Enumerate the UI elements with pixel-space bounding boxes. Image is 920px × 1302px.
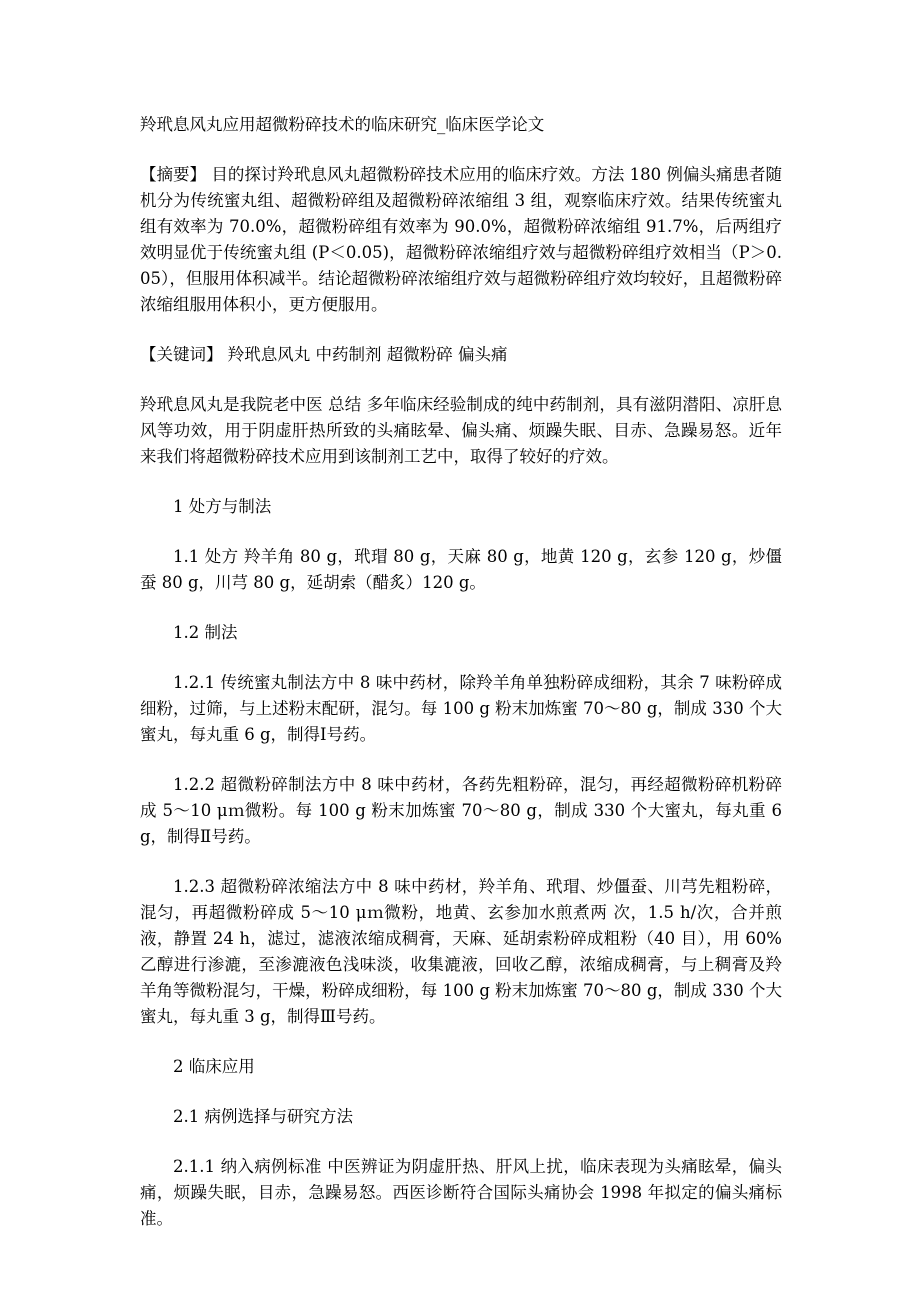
abstract-text: 目的探讨羚玳息风丸超微粉碎技术应用的临床疗效。方法 180 例偏头痛患者随机分为传统蜜丸组、超微粉碎组及超微粉碎浓缩组 3 组，观察临床疗效。结果传统蜜丸组有效率为 70.0%，超微粉碎组有效率为 90.0%，超微粉碎浓缩组 91.7%，后两组疗效明显优于传统蜜丸组 (P＜0.05)，超微粉碎浓缩组疗效与超微粉碎组疗效相当（P＞0.05），但服用体积减半。结论超微粉碎浓缩组疗效与超微粉碎组疗效均较好，且超微粉碎浓缩组服用体积小，更方便服用。: [140, 165, 783, 314]
section-1-2-2-ultrafine: 1.2.2 超微粉碎制法方中 8 味中药材，各药先粗粉碎，混匀，再经超微粉碎机粉碎成 5～10 μｍ微粉。每 100 g 粉末加炼蜜 70～80 g，制成 330 个大蜜丸，每丸重 6 g，制得Ⅱ号药。: [140, 775, 782, 846]
section-1-heading: 1 处方与制法: [173, 497, 272, 516]
section-1-2-1-traditional: 1.2.1 传统蜜丸制法方中 8 味中药材，除羚羊角单独粉碎成细粉，其余 7 味粉碎成细粉，过筛，与上述粉末配研，混匀。每 100 g 粉末加炼蜜 70～80 g，制成 330 个大蜜丸，每丸重 6 g，制得Ⅰ号药。: [140, 673, 782, 744]
keywords-label: 【关键词】: [140, 345, 223, 364]
section-1-2-heading: 1.2 制法: [173, 623, 238, 642]
abstract-label: 【摘要】: [140, 165, 207, 184]
section-2-1-1-inclusion: 2.1.1 纳入病例标准 中医辨证为阴虚肝热、肝风上扰，临床表现为头痛眩晕，偏头痛，烦躁失眠，目赤，急躁易怒。西医诊断符合国际头痛协会 1998 年拟定的偏头痛标准。: [140, 1157, 782, 1228]
section-2-heading: 2 临床应用: [173, 1057, 255, 1076]
document-title: 羚玳息风丸应用超微粉碎技术的临床研究_临床医学论文: [140, 115, 545, 134]
section-1-1-prescription: 1.1 处方 羚羊角 80 g，玳瑁 80 g，天麻 80 g，地黄 120 g，玄参 120 g，炒僵蚕 80 g，川芎 80 g，延胡索（醋炙）120 g。: [140, 547, 782, 592]
keywords-text: 羚玳息风丸 中药制剂 超微粉碎 偏头痛: [222, 345, 508, 364]
section-2-1-heading: 2.1 病例选择与研究方法: [173, 1107, 353, 1126]
keywords-paragraph: [140, 342, 782, 368]
section-1-2-3-concentrated: 1.2.3 超微粉碎浓缩法方中 8 味中药材，羚羊角、玳瑁、炒僵蚕、川芎先粗粉碎，混匀，再超微粉碎成 5～10 μｍ微粉，地黄、玄参加水煎煮两 次，1.5 h/次，合并煎液，静置 24 h，滤过，滤液浓缩成稠膏，天麻、延胡索粉碎成粗粉（40 目），用 60%乙醇进行渗漉，至渗漉液色浅味淡，收集漉液，回收乙醇，浓缩成稠膏，与上稠膏及羚羊角等微粉混匀，干燥，粉碎成细粉，每 100 g 粉末加炼蜜 70～80 g，制成 330 个大蜜丸，每丸重 3 g，制得Ⅲ号药。: [140, 877, 782, 1026]
document-body: [140, 112, 782, 1256]
intro-paragraph: 羚玳息风丸是我院老中医 总结 多年临床经验制成的纯中药制剂，具有滋阴潜阳、凉肝息风等功效，用于阴虚肝热所致的头痛眩晕、偏头痛、烦躁失眠、目赤、急躁易怒。近年来我们将超微粉碎技术应用到该制剂工艺中，取得了较好的疗效。: [140, 395, 782, 466]
abstract-paragraph: [140, 162, 782, 318]
